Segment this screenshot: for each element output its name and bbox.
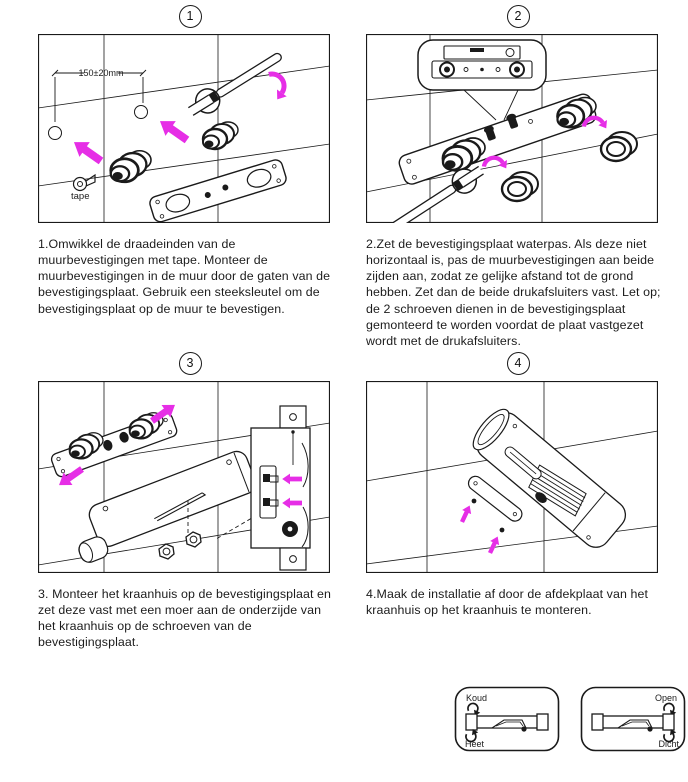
flow-handle-diagram <box>580 686 686 752</box>
step-1-figure <box>38 34 330 223</box>
mounting-plate <box>396 88 598 186</box>
step-1-instructions: 1.Omwikkel de draadeinden van de muurbevestigingen met tape. Monteer de muurbevestigingen in de muur door de gaten van de bevestigingsplaat. Gebruik een steeksleutel om de bevestigingsplaat op de muur te bevestigen. <box>38 237 331 316</box>
open-label: Open <box>654 693 677 703</box>
wall-fitting-right <box>203 122 238 149</box>
rotate-arrow-icon <box>263 70 292 102</box>
step-4-number-badge <box>507 352 530 375</box>
wall-hole-right <box>135 106 148 119</box>
dimension-label: 150±20mm <box>78 68 124 78</box>
wall-hole-left <box>49 127 62 140</box>
step-3-instructions: 3. Monteer het kraanhuis op de bevestigingsplaat en zet deze vast met een moer aan de onderzijde van het kraanhuis op de schroeven van de bevestigingsplaat. <box>38 587 332 650</box>
step-3-number-badge <box>179 352 202 375</box>
nut-1 <box>159 544 174 559</box>
cold-label: Koud <box>466 693 488 703</box>
step-2-number-badge <box>507 5 530 28</box>
cross-section-inset <box>251 406 310 570</box>
step-1-section <box>38 5 342 317</box>
step-2-instructions: 2.Zet de bevestigingsplaat waterpas. Als deze niet horizontaal is, pas de muurbevestigingen aan beide zijden aan, zodat ze gelijke afstand tot de grond hebben. Zet dan de beide drukafsluiters vast. Let op; de 2 schroeven dienen in de bevestigingsplaat gemonteerd te worden voordat de plaat vastgezet wordt met de drukafsluiters. <box>366 237 661 348</box>
temperature-handle-diagram <box>454 686 560 752</box>
dimension-150-20mm <box>52 68 146 122</box>
step-3-figure <box>38 381 330 573</box>
screw-arrow-1-icon <box>458 503 475 524</box>
insert-arrow-left-icon <box>69 135 106 169</box>
compression-nut-right <box>601 132 637 161</box>
insert-arrow-right-icon <box>155 114 192 148</box>
wrench-icon <box>184 45 287 122</box>
wall-fitting-left <box>111 151 151 182</box>
spirit-level <box>444 46 520 59</box>
hot-label: Heet <box>465 739 485 749</box>
faucet-front-view <box>466 714 548 732</box>
step-3-number: 3 <box>186 356 194 370</box>
step-4-instructions: 4.Maak de installatie af door de afdekplaat van het kraanhuis op het kraanhuis te monteren. <box>366 587 649 618</box>
step-4-number: 4 <box>514 356 522 370</box>
screw-2 <box>500 528 505 533</box>
nut-2 <box>186 532 201 547</box>
closed-label: Dicht <box>658 739 679 749</box>
tape-label: tape <box>71 191 90 202</box>
compression-nut-left <box>502 172 538 201</box>
tape-roll <box>74 175 96 191</box>
step-4-section <box>366 352 670 618</box>
step-2-number: 2 <box>514 9 522 23</box>
screw-arrow-2-icon <box>486 534 503 555</box>
step-4-figure <box>366 381 658 573</box>
step-1-number: 1 <box>186 9 194 23</box>
step-3-section <box>38 352 342 651</box>
faucet-front-view <box>592 714 674 732</box>
level-callout <box>418 40 546 120</box>
plate-front-view <box>432 61 532 78</box>
faucet-body <box>467 403 631 553</box>
step-2-section <box>366 5 670 349</box>
screw-1 <box>472 499 477 504</box>
step-1-number-badge <box>179 5 202 28</box>
step-2-figure <box>366 34 658 223</box>
